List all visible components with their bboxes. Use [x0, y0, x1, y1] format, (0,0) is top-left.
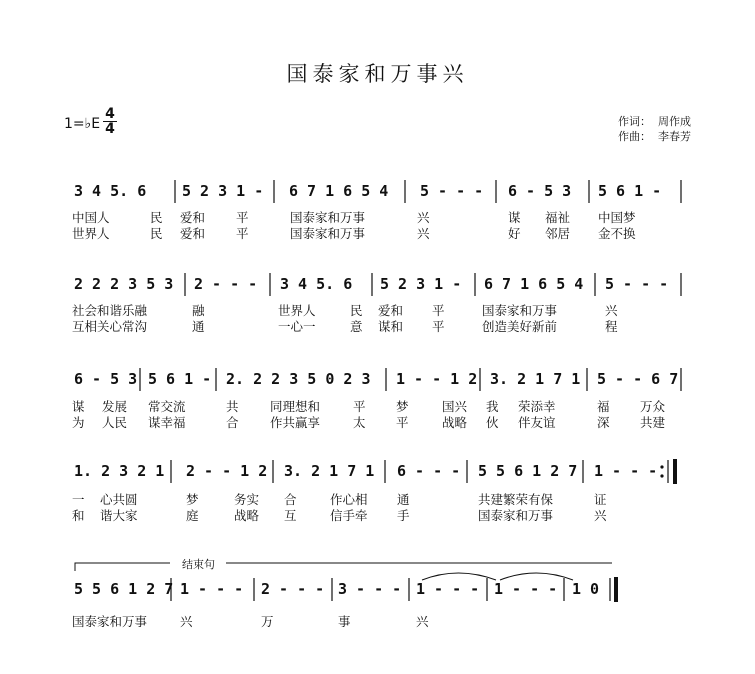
- time-numerator: 4: [105, 106, 115, 122]
- lyric: 中国梦: [598, 210, 636, 225]
- measure: 6 7 1 6 5 4: [484, 275, 584, 293]
- measure: 3. 2 1 7 1: [284, 462, 375, 480]
- key-signature: 1=♭E: [64, 116, 101, 132]
- measure: 6 7 1 6 5 4: [289, 182, 389, 200]
- repeat-dot-lower: [660, 474, 663, 477]
- lyric: 同理想和: [270, 399, 321, 414]
- ending-bracket: [75, 563, 612, 571]
- lyric: 国泰家和万事: [482, 303, 558, 318]
- measure: 1 - - -: [594, 462, 658, 480]
- lyric: 民: [350, 303, 363, 318]
- lyric: 事: [338, 614, 351, 629]
- lyric: 国泰家和万事: [478, 508, 554, 523]
- lyric: 好: [508, 226, 521, 241]
- lyric: 平: [236, 210, 249, 225]
- lyric: 创造美好新前: [482, 319, 558, 334]
- lyric: 常交流: [148, 399, 186, 414]
- lyric: 合: [226, 415, 239, 430]
- lyric: 通: [192, 319, 205, 334]
- lyric: 我: [486, 399, 499, 414]
- lyric: 谐大家: [100, 508, 138, 523]
- measure: 6 - 5 3: [74, 370, 138, 388]
- lyric: 程: [605, 319, 618, 334]
- lyric: 中国人: [72, 210, 110, 225]
- measure: 2 - - -: [261, 580, 325, 598]
- repeat-dot-upper: [660, 465, 663, 468]
- lyric: 一: [72, 492, 85, 507]
- measure: 6 - 5 3: [508, 182, 572, 200]
- lyric: 为: [72, 415, 85, 430]
- lyric: 合: [284, 492, 297, 507]
- measure: 6 - - -: [397, 462, 461, 480]
- measure: 1 - - -: [180, 580, 244, 598]
- lyric: 世界人: [72, 226, 110, 241]
- lyric: 金不换: [598, 226, 636, 241]
- measure: 5 2 3 1 -: [380, 275, 462, 293]
- lyric: 谋和: [378, 319, 404, 334]
- lyric: 邻居: [545, 226, 571, 241]
- measure: 1 - - -: [416, 580, 480, 598]
- lyric: 一心一: [278, 319, 316, 334]
- measure: 2 - - 1 2: [186, 462, 268, 480]
- lyric: 务实: [234, 492, 260, 507]
- lyric: 国泰家和万事: [290, 210, 366, 225]
- lyric: 证: [594, 492, 607, 507]
- lyric: 庭: [186, 508, 199, 523]
- lyric: 爱和: [378, 303, 404, 318]
- lyric: 信手牵: [330, 508, 368, 523]
- lyric: 共: [226, 399, 239, 414]
- lyric: 伴友谊: [518, 415, 556, 430]
- time-denominator: 4: [103, 121, 117, 136]
- lyric: 国兴: [442, 399, 468, 414]
- lyric: 兴: [605, 303, 618, 318]
- measure: 5 6 1 -: [598, 182, 662, 200]
- lyric: 深: [597, 415, 610, 430]
- song-title: 国泰家和万事兴: [286, 62, 469, 86]
- lyric: 互相关心常沟: [72, 319, 148, 334]
- lyric: 心共圆: [100, 492, 138, 507]
- lyric: 作共赢享: [270, 415, 321, 430]
- lyric: 梦: [396, 399, 409, 414]
- lyric: 爱和: [180, 226, 206, 241]
- lyric: 战略: [234, 508, 260, 523]
- lyric: 平: [236, 226, 249, 241]
- measure: 2 - - -: [194, 275, 258, 293]
- measure: 5 6 1 -: [148, 370, 212, 388]
- lyric: 互: [284, 508, 297, 523]
- lyric: 平: [432, 303, 445, 318]
- lyric: 伙: [486, 415, 499, 430]
- measure: 3 - - -: [338, 580, 402, 598]
- lyric: 共建: [640, 415, 666, 430]
- measure: 5 - - -: [605, 275, 669, 293]
- lyric: 太: [353, 415, 366, 430]
- lyric: 兴: [417, 210, 430, 225]
- lyric: 平: [353, 399, 366, 414]
- measure: 3. 2 1 7 1: [490, 370, 581, 388]
- measure: 5 5 6 1 2 7: [74, 580, 174, 598]
- lyric: 融: [192, 303, 205, 318]
- lyric: 谋: [508, 210, 521, 225]
- measure: 5 2 3 1 -: [182, 182, 264, 200]
- lyric: 人民: [102, 415, 128, 430]
- lyric: 爱和: [180, 210, 206, 225]
- measure: 1 - - 1 2: [396, 370, 478, 388]
- tie-1: [422, 573, 496, 580]
- lyric: 荣添幸: [518, 399, 556, 414]
- lyric: 作心相: [330, 492, 368, 507]
- lyric: 兴: [180, 614, 193, 629]
- lyric: 梦: [186, 492, 199, 507]
- lyric: 国泰家和万事: [290, 226, 366, 241]
- lyric: 战略: [442, 415, 468, 430]
- lyric: 手: [397, 508, 410, 523]
- lyric: 福: [597, 399, 610, 414]
- measure: 3 4 5. 6: [280, 275, 353, 293]
- lyric: 谋: [72, 399, 85, 414]
- lyric: 发展: [102, 399, 128, 414]
- measure: 5 - - 6 7: [597, 370, 679, 388]
- lyric: 民: [150, 226, 163, 241]
- lyric: 和: [72, 508, 85, 523]
- lyric: 社会和谐乐融: [72, 303, 148, 318]
- measure: 2. 2 2 3 5 0 2 3: [226, 370, 371, 388]
- lyric: 国泰家和万事: [72, 614, 148, 629]
- lyric: 平: [432, 319, 445, 334]
- measure: 1 - - -: [494, 580, 558, 598]
- lyric: 谋幸福: [148, 415, 186, 430]
- lyric: 兴: [594, 508, 607, 523]
- lyric: 民: [150, 210, 163, 225]
- measure: 5 - - -: [420, 182, 484, 200]
- lyric: 通: [397, 492, 410, 507]
- lyric: 兴: [417, 226, 430, 241]
- composer-credit: 作曲： 李春芳: [618, 130, 691, 143]
- lyric: 兴: [416, 614, 429, 629]
- lyric: 共建繁荣有保: [478, 492, 554, 507]
- measure: 1. 2 3 2 1: [74, 462, 165, 480]
- lyric: 意: [350, 319, 363, 334]
- tie-2: [500, 573, 573, 580]
- measure: 3 4 5. 6: [74, 182, 147, 200]
- ending-label: 结束句: [178, 556, 219, 572]
- lyricist-credit: 作词： 周作成: [618, 115, 691, 128]
- lyric: 万众: [640, 399, 666, 414]
- lyric: 平: [396, 415, 409, 430]
- lyric: 福祉: [545, 210, 571, 225]
- measure: 2 2 2 3 5 3: [74, 275, 174, 293]
- lyric: 万: [261, 614, 274, 629]
- lyric: 世界人: [278, 303, 316, 318]
- measure: 5 5 6 1 2 7: [478, 462, 578, 480]
- measure: 1 0: [572, 580, 600, 598]
